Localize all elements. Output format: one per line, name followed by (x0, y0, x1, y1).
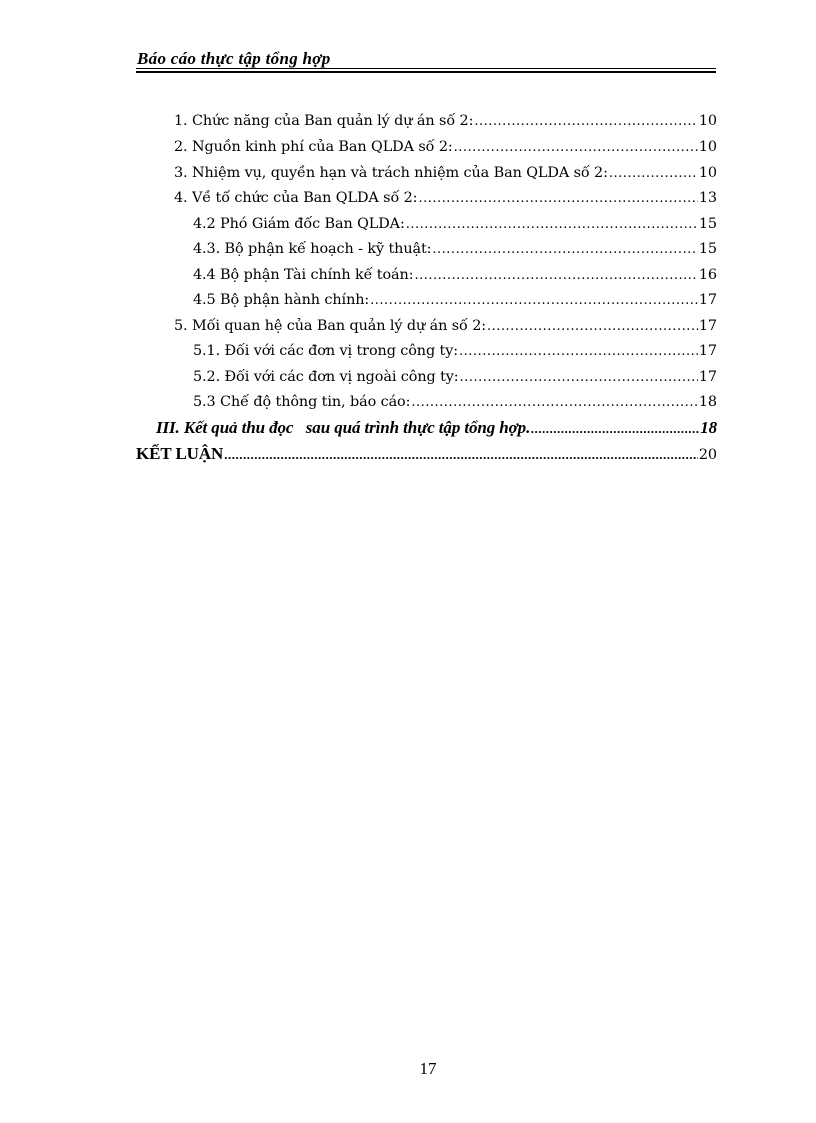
toc-dot-leader (531, 421, 699, 437)
toc-dot-leader (370, 293, 698, 308)
toc-page-number: 10 (698, 113, 717, 129)
toc-page-number: 10 (698, 139, 717, 155)
toc-dot-leader (224, 447, 698, 463)
toc-entry[interactable] (193, 241, 717, 267)
toc-entry[interactable] (174, 165, 717, 191)
toc-dot-leader (454, 140, 698, 155)
toc-entry-title: 4.4 Bộ phận Tài chính kế toán: (193, 267, 414, 283)
toc-page-number: 17 (698, 292, 717, 308)
header-title: Báo cáo thực tập tổng hợp (137, 49, 331, 68)
toc-page-number: 17 (698, 369, 717, 385)
toc-entry-title: 2. Nguồn kinh phí của Ban QLDA số 2: (174, 139, 453, 155)
toc-entry-title: 5. Mối quan hệ của Ban quản lý dự án số 2: (174, 318, 487, 334)
toc-entry[interactable] (193, 216, 717, 242)
toc-entry-title: 5.2. Đối với các đơn vị ngoài công ty: (193, 369, 459, 385)
toc-dot-leader (406, 217, 698, 232)
header-rule-thick (136, 71, 716, 73)
toc-dot-leader (459, 344, 698, 359)
toc-dot-leader (609, 166, 698, 181)
toc-page-number: 15 (698, 241, 717, 257)
toc-dot-leader (432, 242, 697, 257)
toc-entry-title: KẾT LUẬN (136, 444, 224, 463)
toc-dot-leader (487, 319, 698, 334)
toc-entry[interactable] (193, 343, 717, 369)
toc-page-number: 10 (698, 165, 717, 181)
toc-entry[interactable] (174, 113, 717, 139)
toc-entry-title: 1. Chức năng của Ban quản lý dự án số 2: (174, 113, 474, 129)
toc-entry-title: III. Kết quả thu đọc sau quá trình thực tập tổng hợp. (156, 418, 531, 437)
toc-entry-title: 4.3. Bộ phận kế hoạch - kỹ thuật: (193, 241, 432, 257)
toc-entry-title: 3. Nhiệm vụ, quyền hạn và trách nhiệm của Ban QLDA số 2: (174, 165, 608, 181)
page-number: 17 (419, 1059, 437, 1078)
toc-page-number: 18 (698, 394, 717, 410)
toc-entry[interactable] (156, 418, 717, 444)
toc-entry[interactable] (174, 190, 717, 216)
toc-page-number: 16 (698, 267, 717, 283)
toc-entry[interactable] (174, 318, 717, 344)
toc-dot-leader (411, 395, 698, 410)
toc-entry-title: 5.1. Đối với các đơn vị trong công ty: (193, 343, 459, 359)
toc-page-number: 15 (698, 216, 717, 232)
toc-dot-leader (460, 370, 698, 385)
toc-dot-leader (414, 268, 697, 283)
toc-page-number: 18 (700, 418, 717, 437)
toc-entry[interactable] (193, 369, 717, 395)
toc-page-number: 20 (698, 447, 717, 463)
toc-entry-title: 5.3 Chế độ thông tin, báo cáo: (193, 394, 411, 410)
toc-dot-leader (418, 191, 697, 206)
toc-page-number: 17 (698, 343, 717, 359)
toc-page-number: 17 (698, 318, 717, 334)
toc-entry[interactable] (136, 444, 717, 470)
toc-entry-title: 4. Về tổ chức của Ban QLDA số 2: (174, 190, 418, 206)
toc-dot-leader (474, 114, 698, 129)
toc-entry-title: 4.5 Bộ phận hành chính: (193, 292, 370, 308)
toc-entry-title: 4.2 Phó Giám đốc Ban QLDA: (193, 216, 405, 232)
toc-page-number: 13 (698, 190, 717, 206)
toc-entry[interactable] (193, 267, 717, 293)
header-rule-thin (136, 68, 716, 69)
toc-entry[interactable] (174, 139, 717, 165)
toc-entry[interactable] (193, 292, 717, 318)
toc-entry[interactable] (193, 394, 717, 420)
